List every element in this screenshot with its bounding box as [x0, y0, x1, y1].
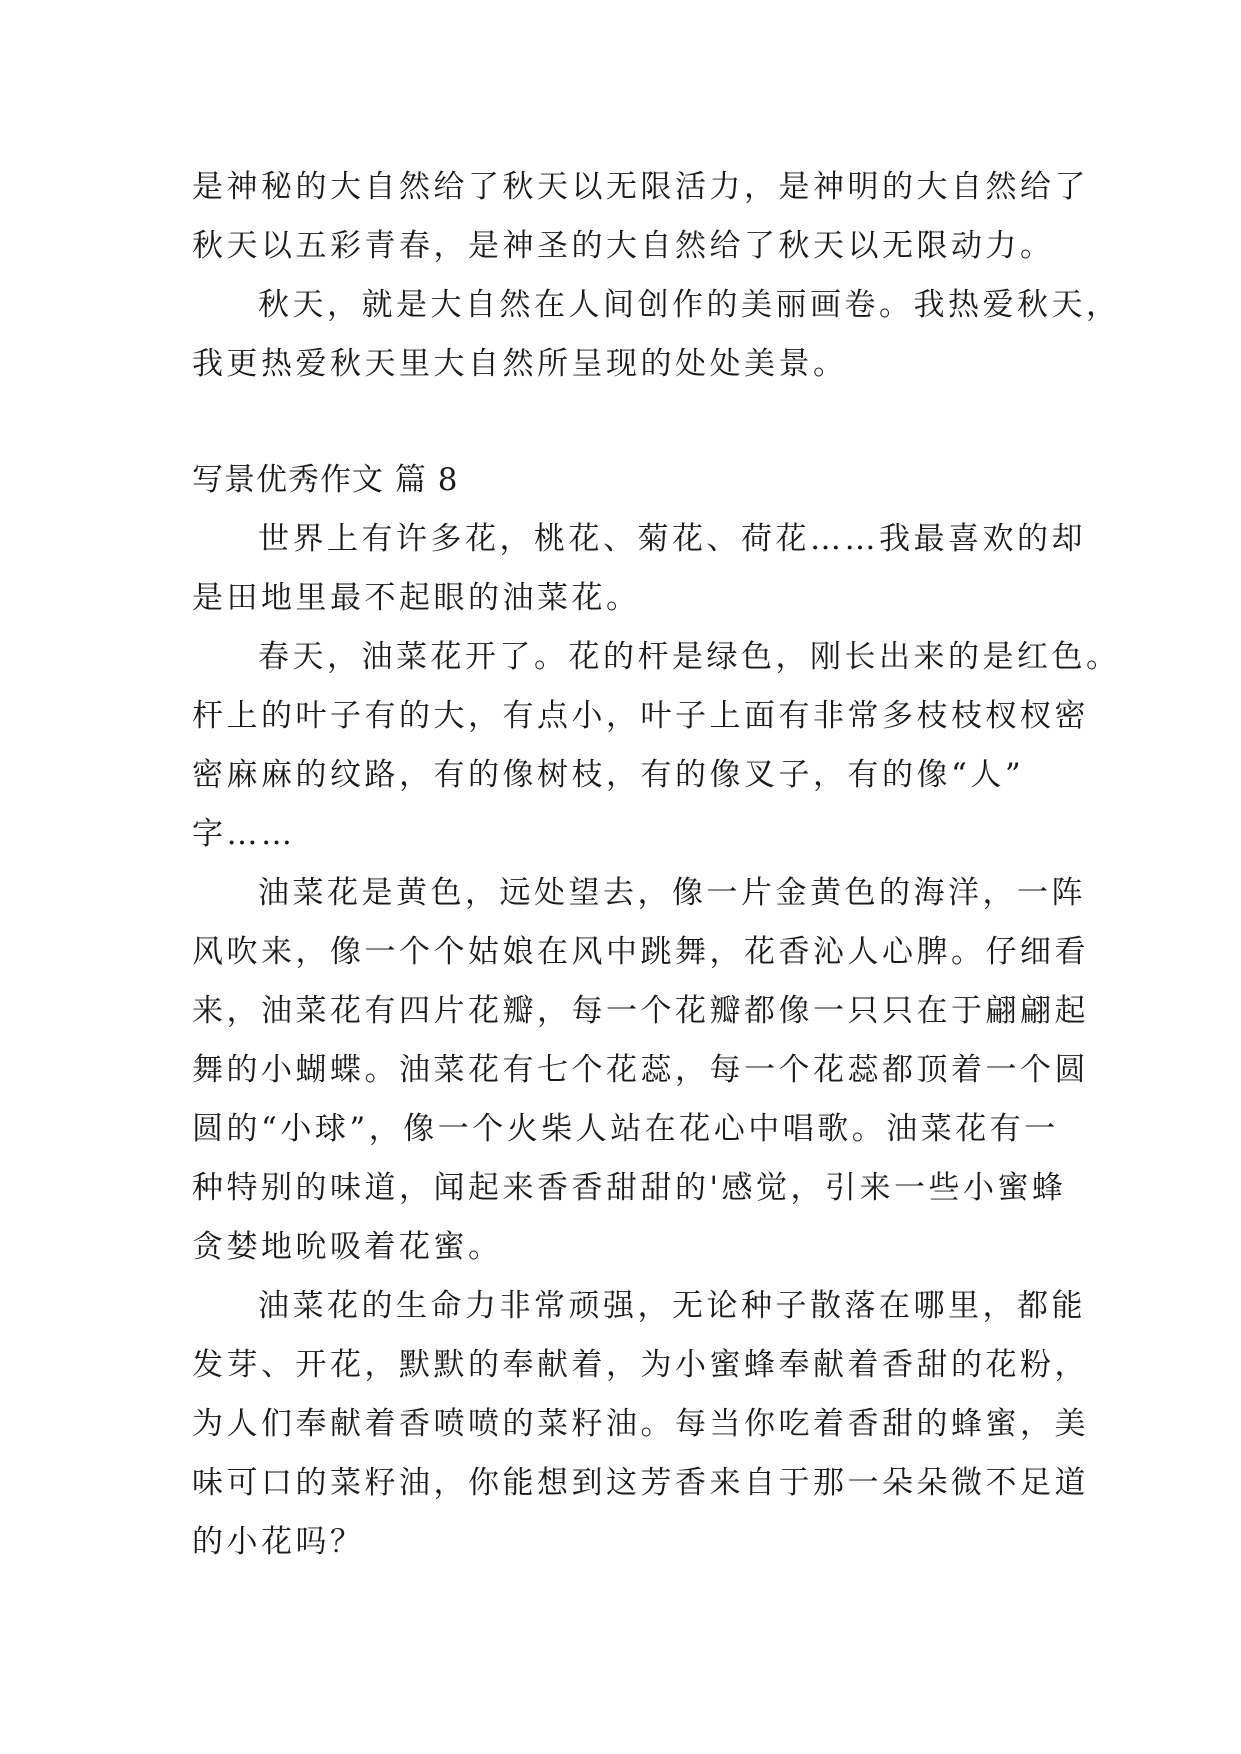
paragraph-line: 的小花吗？ — [192, 1524, 365, 1560]
paragraph-line: 圆的“小球”，像一个火柴人站在花心中唱歌。油菜花有一 — [192, 1111, 1059, 1147]
paragraph-line: 为人们奉献着香喷喷的菜籽油。每当你吃着香甜的蜂蜜，美 — [192, 1406, 1089, 1442]
paragraph-line: 风吹来，像一个个姑娘在风中跳舞，花香沁人心脾。仔细看 — [192, 934, 1089, 970]
paragraph-line: 春天，油菜花开了。花的杆是绿色，刚长出来的是红色。 — [258, 639, 1121, 675]
paragraph — [192, 1277, 1089, 1572]
paragraph-line: 是神秘的大自然给了秋天以无限活力，是神明的大自然给了 — [192, 169, 1089, 205]
paragraph-line: 种特别的味道，闻起来香香甜甜的'感觉，引来一些小蜜蜂 — [192, 1170, 1067, 1206]
paragraph — [192, 276, 1121, 394]
paragraph-line: 是田地里最不起眼的油菜花。 — [192, 580, 641, 616]
paragraph-line: 密麻麻的纹路，有的像树枝，有的像叉子，有的像“人” — [192, 757, 1025, 793]
paragraph-line: 油菜花是黄色，远处望去，像一片金黄色的海洋，一阵 — [258, 875, 1086, 911]
paragraph — [192, 864, 1089, 1277]
paragraph-line: 来，油菜花有四片花瓣，每一个花瓣都像一只只在于翩翩起 — [192, 993, 1089, 1029]
paragraph-line: 世界上有许多花，桃花、菊花、荷花……我最喜欢的却 — [258, 521, 1086, 557]
paragraph-line: 贪婪地吮吸着花蜜。 — [192, 1229, 503, 1265]
paragraph-line: 舞的小蝴蝶。油菜花有七个花蕊，每一个花蕊都顶着一个圆 — [192, 1052, 1089, 1088]
paragraph-line: 杆上的叶子有的大，有点小，叶子上面有非常多枝枝杈杈密 — [192, 698, 1089, 734]
paragraph-line: 发芽、开花，默默的奉献着，为小蜜蜂奉献着香甜的花粉， — [192, 1347, 1089, 1383]
paragraph-line: 我更热爱秋天里大自然所呈现的处处美景。 — [192, 346, 848, 382]
paragraph — [192, 510, 1086, 628]
document-page — [192, 158, 1121, 1572]
paragraph-line: 秋天，就是大自然在人间创作的美丽画卷。我热爱秋天， — [258, 287, 1121, 323]
paragraph — [192, 158, 1089, 276]
paragraph-line: 味可口的菜籽油，你能想到这芳香来自于那一朵朵微不足道 — [192, 1465, 1089, 1501]
paragraph-line: 秋天以五彩青春，是神圣的大自然给了秋天以无限动力。 — [192, 228, 1055, 264]
paragraph — [192, 628, 1121, 864]
paragraph-line: 字…… — [192, 816, 296, 852]
section-heading: 写景优秀作文 篇 8 — [192, 462, 459, 498]
paragraph-line: 油菜花的生命力非常顽强，无论种子散落在哪里，都能 — [258, 1288, 1086, 1324]
